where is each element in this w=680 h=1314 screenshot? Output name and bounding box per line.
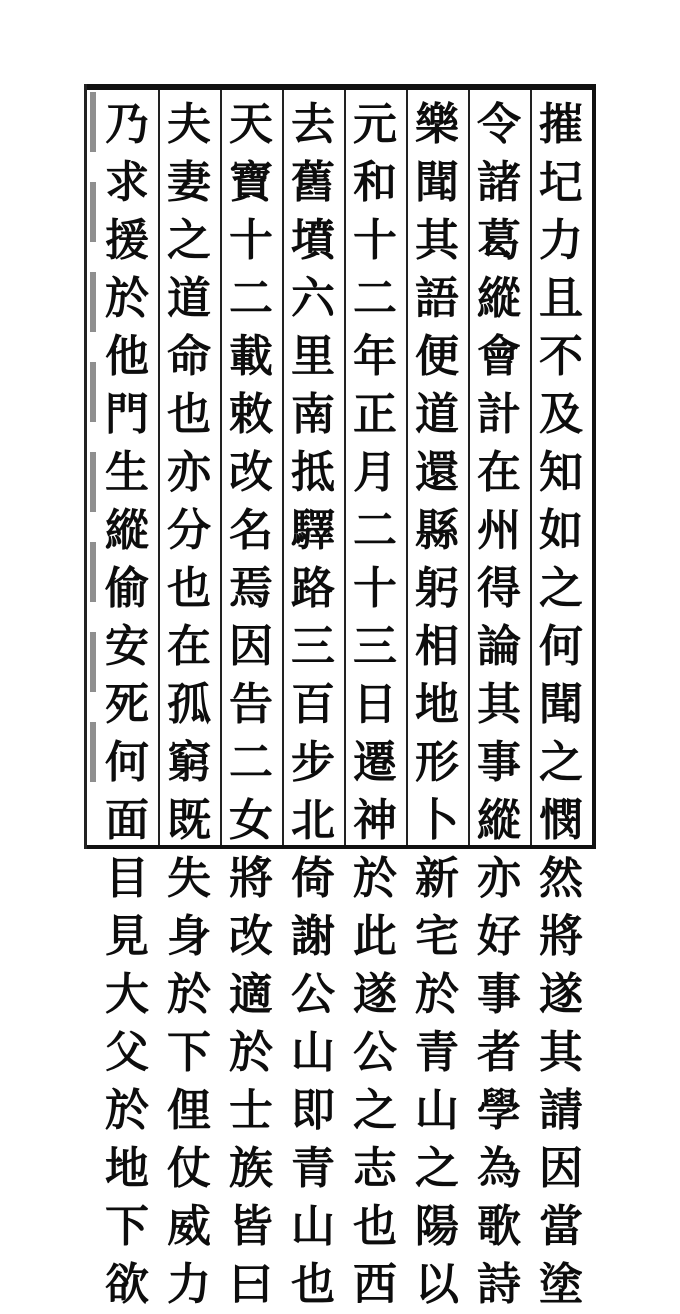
character: 事 [477,737,521,788]
character: 公 [353,1027,397,1078]
character: 躬 [415,563,459,614]
character: 天 [229,99,273,150]
character: 去 [291,99,335,150]
character: 令 [477,99,521,150]
character: 也 [353,1201,397,1252]
character: 適 [229,969,273,1020]
character: 族 [229,1143,273,1194]
character: 聞 [415,157,459,208]
margin-fragment [90,362,96,422]
character: 夫 [167,99,211,150]
character: 此 [353,911,397,962]
character: 和 [353,157,397,208]
character: 焉 [229,563,273,614]
character: 在 [167,621,211,672]
character: 之 [167,215,211,266]
character: 正 [353,389,397,440]
character: 分 [167,505,211,556]
character: 改 [229,447,273,498]
character: 事 [477,969,521,1020]
character: 謝 [291,911,335,962]
character: 且 [539,273,583,324]
character: 十 [229,215,273,266]
character: 其 [539,1027,583,1078]
character: 十 [353,563,397,614]
character: 北 [291,795,335,846]
character: 地 [415,679,459,730]
character: 於 [105,273,149,324]
character: 里 [291,331,335,382]
character: 論 [477,621,521,672]
character: 驛 [291,505,335,556]
character: 宅 [415,911,459,962]
character: 南 [291,389,335,440]
character: 力 [539,215,583,266]
character: 失 [167,853,211,904]
character: 六 [291,273,335,324]
character: 月 [353,447,397,498]
character: 士 [229,1085,273,1136]
character: 之 [539,737,583,788]
character: 因 [539,1143,583,1194]
character: 西 [353,1259,397,1310]
character: 二 [353,505,397,556]
character: 便 [415,331,459,382]
frame-top-border [84,84,596,90]
character: 力 [167,1259,211,1310]
character: 名 [229,505,273,556]
character: 身 [167,911,211,962]
character: 於 [105,1085,149,1136]
character: 縱 [477,795,521,846]
character: 仗 [167,1143,211,1194]
character: 縣 [415,505,459,556]
character: 舊 [291,157,335,208]
character: 如 [539,505,583,556]
character: 青 [291,1143,335,1194]
character: 敕 [229,389,273,440]
character: 之 [415,1143,459,1194]
character: 威 [167,1201,211,1252]
frame-left-border [84,84,87,849]
character: 地 [105,1143,149,1194]
character: 妻 [167,157,211,208]
character: 之 [539,563,583,614]
character: 父 [105,1027,149,1078]
character: 為 [477,1143,521,1194]
character: 安 [105,621,149,672]
character: 會 [477,331,521,382]
character: 以 [415,1259,459,1310]
character: 目 [105,853,149,904]
margin-fragment [90,92,96,152]
character: 縱 [477,273,521,324]
character: 何 [105,737,149,788]
character: 道 [415,389,459,440]
character: 於 [415,969,459,1020]
character: 乃 [105,99,149,150]
character: 元 [353,99,397,150]
character: 山 [415,1085,459,1136]
character: 葛 [477,215,521,266]
character: 援 [105,215,149,266]
character: 好 [477,911,521,962]
margin-fragment [90,632,96,692]
character: 山 [291,1201,335,1252]
character: 語 [415,273,459,324]
character: 生 [105,447,149,498]
character: 塗 [539,1259,583,1310]
character: 大 [105,969,149,1020]
character: 下 [105,1201,149,1252]
character: 得 [477,563,521,614]
character: 日 [353,679,397,730]
character: 命 [167,331,211,382]
character: 也 [167,389,211,440]
character: 墳 [291,215,335,266]
character: 神 [353,795,397,846]
character: 形 [415,737,459,788]
character: 新 [415,853,459,904]
character: 欲 [105,1259,149,1310]
character: 學 [477,1085,521,1136]
character: 青 [415,1027,459,1078]
margin-fragment [90,542,96,602]
character: 孤 [167,679,211,730]
character: 下 [167,1027,211,1078]
frame-right-border [592,84,596,849]
character: 其 [477,679,521,730]
character: 門 [105,389,149,440]
character: 女 [229,795,273,846]
margin-fragment [90,452,96,512]
character: 死 [105,679,149,730]
text-column [160,96,218,1310]
text-column [222,96,280,1310]
character: 抵 [291,447,335,498]
character: 面 [105,795,149,846]
character: 將 [539,911,583,962]
character: 詩 [477,1259,521,1310]
character: 三 [291,621,335,672]
character: 將 [229,853,273,904]
character: 不 [539,331,583,382]
character: 遷 [353,737,397,788]
character: 圮 [539,157,583,208]
character: 即 [291,1085,335,1136]
character: 縱 [105,505,149,556]
margin-fragment [90,272,96,332]
character: 陽 [415,1201,459,1252]
character: 者 [477,1027,521,1078]
margin-fragment [90,182,96,242]
character: 三 [353,621,397,672]
character: 他 [105,331,149,382]
character: 偷 [105,563,149,614]
character: 窮 [167,737,211,788]
character: 年 [353,331,397,382]
character: 之 [353,1085,397,1136]
text-column [470,96,528,1310]
character: 於 [229,1027,273,1078]
character: 於 [167,969,211,1020]
character: 州 [477,505,521,556]
character: 也 [291,1259,335,1310]
character: 卜 [415,795,459,846]
character: 道 [167,273,211,324]
character: 請 [539,1085,583,1136]
character: 計 [477,389,521,440]
character: 二 [229,273,273,324]
character: 遂 [539,969,583,1020]
character: 既 [167,795,211,846]
character: 改 [229,911,273,962]
character: 步 [291,737,335,788]
text-column [284,96,342,1310]
character: 樂 [415,99,459,150]
character: 歌 [477,1201,521,1252]
text-column [98,96,156,1310]
character: 百 [291,679,335,730]
character: 於 [353,853,397,904]
character: 知 [539,447,583,498]
character: 諸 [477,157,521,208]
character: 還 [415,447,459,498]
text-column [408,96,466,1310]
character: 當 [539,1201,583,1252]
character: 遂 [353,969,397,1020]
character: 及 [539,389,583,440]
character: 因 [229,621,273,672]
character: 皆 [229,1201,273,1252]
character: 其 [415,215,459,266]
character: 何 [539,621,583,672]
character: 二 [353,273,397,324]
character: 山 [291,1027,335,1078]
character: 憫 [539,795,583,846]
character: 求 [105,157,149,208]
character: 曰 [229,1259,273,1310]
character: 聞 [539,679,583,730]
character: 摧 [539,99,583,150]
character: 在 [477,447,521,498]
text-column [346,96,404,1310]
character: 十 [353,215,397,266]
character: 也 [167,563,211,614]
character: 路 [291,563,335,614]
character: 倚 [291,853,335,904]
character: 俚 [167,1085,211,1136]
character: 志 [353,1143,397,1194]
character: 告 [229,679,273,730]
text-column [532,96,590,1310]
character: 相 [415,621,459,672]
character: 亦 [167,447,211,498]
character: 公 [291,969,335,1020]
character: 然 [539,853,583,904]
character: 寶 [229,157,273,208]
margin-fragment [90,722,96,782]
character: 見 [105,911,149,962]
character: 二 [229,737,273,788]
character: 載 [229,331,273,382]
character: 亦 [477,853,521,904]
